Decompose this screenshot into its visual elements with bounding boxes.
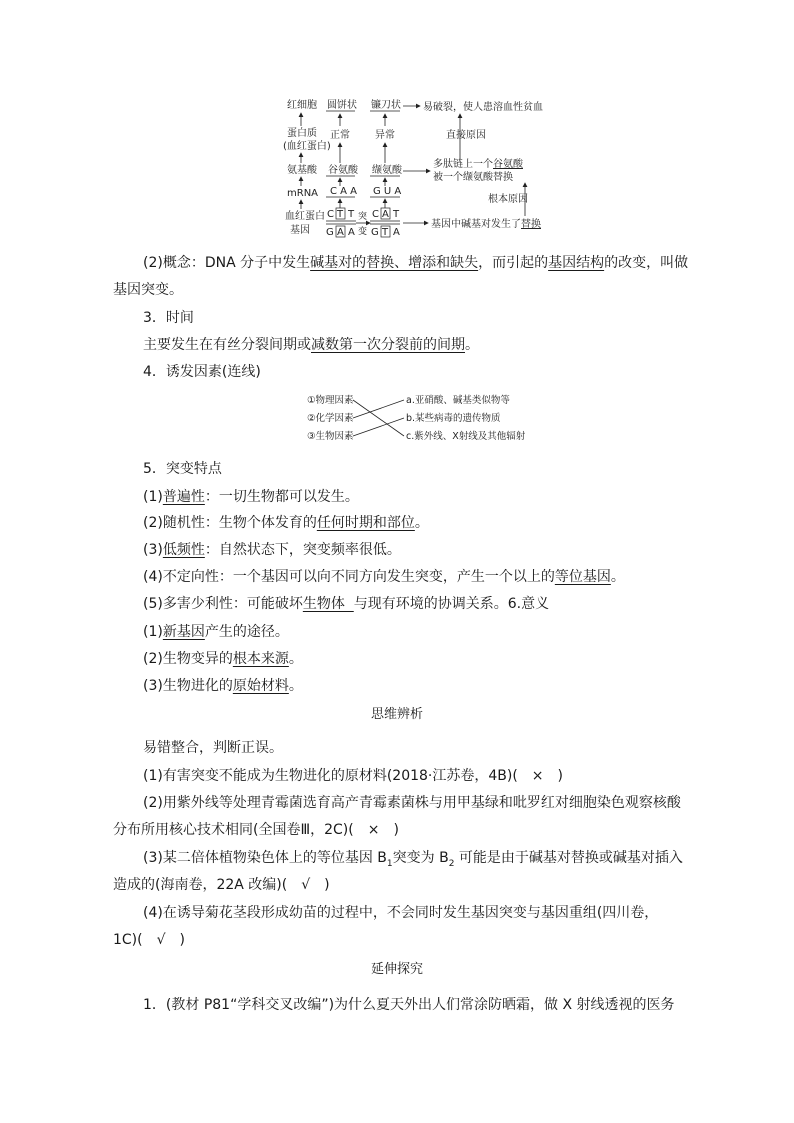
- right-base-sub-u: 替换: [521, 219, 541, 230]
- mutation-label-0: 突: [358, 212, 368, 222]
- normal-dna-bot-0: G: [326, 227, 334, 238]
- factor-left-1: ②化学因素: [307, 413, 354, 424]
- thinking-q4a: (4)在诱导菊花茎段形成幼苗的过程中，不会同时发生基因突变与基因重组(四川卷，: [143, 905, 659, 921]
- q3-pre: (3)某二倍体植物染色体上的等位基因 B: [143, 850, 387, 866]
- meaning-3-u: 原始材料: [232, 678, 289, 694]
- meaning-2-u: 根本来源: [232, 651, 289, 667]
- mutant-dna-bot-0: G: [371, 227, 379, 238]
- normal-shape: 圆饼状: [327, 100, 357, 111]
- normal-mrna: C A A: [330, 186, 358, 197]
- thinking-q3a: [143, 848, 683, 874]
- thinking-q2a: (2)用紫外线等处理青霉菌选育高产青霉素菌株与用甲基绿和吡罗红对细胞染色观察核酸: [143, 795, 681, 811]
- label-protein: 蛋白质: [287, 128, 317, 139]
- right-polypeptide-b-text: 谷氨酸: [493, 159, 523, 170]
- q3-sub1: 1: [386, 858, 393, 869]
- extension-title: 延伸探究: [370, 962, 423, 977]
- feature-4-a: (4)不定向性：一个基因可以向不同方向发生突变，产生一个以上的: [143, 569, 555, 585]
- factor-left-0: ①物理因素: [307, 395, 354, 406]
- feature-3-a: (3): [143, 542, 163, 558]
- right-polypeptide-a: [433, 157, 524, 170]
- feature-2: [143, 513, 429, 533]
- concept-mid: ，而引起的: [478, 255, 549, 271]
- meaning-1-a: (1): [143, 624, 163, 640]
- feature-2-a: (2)随机性：生物个体发育的: [143, 515, 317, 531]
- thinking-q4b: 1C)( √ ): [113, 932, 185, 948]
- feature-1: [143, 487, 359, 507]
- thinking-intro: 易错整合，判断正误。: [143, 740, 283, 756]
- mutant-dna-bot-1: T: [382, 227, 389, 238]
- feature-4-u: 等位基因: [554, 569, 611, 585]
- mutant-aa: 缬氨酸: [372, 165, 402, 176]
- concept-line2: 基因突变。: [113, 282, 183, 298]
- right-polypeptide-c: 被一个缬氨酸替换: [433, 172, 513, 183]
- feature-1-a: (1): [143, 489, 163, 505]
- meaning-2: [143, 649, 303, 669]
- time-heading: 3．时间: [143, 310, 194, 326]
- meaning-1-b: 产生的途径。: [204, 624, 289, 640]
- normal-dna-top-1: T: [337, 209, 344, 220]
- normal-aa: 谷氨酸: [328, 165, 358, 176]
- label-hb-gene: 血红蛋白: [285, 211, 325, 222]
- mutant-dna-top-0: C: [372, 209, 379, 220]
- factor-left-2: ③生物因素: [307, 431, 354, 442]
- feature-5-b: 与现有环境的协调关系。6.意义: [353, 596, 550, 612]
- feature-1-b: ：一切生物都可以发生。: [204, 489, 359, 505]
- meaning-1: [143, 622, 289, 642]
- features-heading: 5．突变特点: [143, 461, 222, 477]
- feature-3-b: ：自然状态下，突变频率很低。: [204, 542, 401, 558]
- thinking-q2b: 分布所用核心技术相同(全国卷Ⅲ，2C)( × ): [113, 822, 399, 838]
- mutant-shape: 镰刀状: [371, 100, 401, 111]
- feature-5-u: 生物体: [302, 596, 354, 612]
- normal-dna-bot-2: A: [348, 227, 355, 238]
- concept-u2: 基因结构: [548, 255, 605, 271]
- factors-matching-diagram: [0, 390, 794, 450]
- mutant-mrna: G U A: [373, 186, 402, 197]
- feature-5-a: (5)多害少利性：可能破坏: [143, 596, 303, 612]
- label-protein-hb: (血红蛋白): [283, 141, 331, 152]
- concept-pre: (2)概念：DNA 分子中发生: [143, 255, 311, 271]
- meaning-1-u: 新基因: [162, 624, 205, 640]
- right-hemolysis: 易破裂，使人患溶血性贫血: [423, 102, 543, 113]
- mutant-protein: 异常: [375, 130, 395, 141]
- feature-3: [143, 540, 401, 560]
- normal-dna-bot-1: A: [337, 227, 344, 238]
- right-base-sub: [431, 217, 541, 230]
- thinking-q1: (1)有害突变不能成为生物进化的原材料(2018·江苏卷，4B)( × ): [143, 768, 563, 784]
- meaning-2-b: 。: [288, 651, 303, 667]
- feature-3-u: 低频性: [162, 542, 205, 558]
- feature-5: [143, 594, 549, 614]
- label-rbc: 红细胞: [287, 100, 317, 111]
- extension-q1: 1．(教材 P81“学科交叉改编”)为什么夏天外出人们常涂防晒霜，做 X 射线透视的医务: [143, 997, 675, 1013]
- label-aa: 氨基酸: [287, 165, 317, 176]
- right-polypeptide-a-text: 多肽链上一个: [433, 159, 493, 170]
- factor-right-2: c.紫外线、X射线及其他辐射: [406, 431, 526, 442]
- label-mrna: mRNA: [287, 188, 319, 199]
- factors-heading: 4．诱发因素(连线): [143, 364, 261, 380]
- feature-1-u: 普遍性: [162, 489, 205, 505]
- right-root-cause: 根本原因: [488, 194, 528, 205]
- normal-dna-top-0: C: [327, 209, 334, 220]
- feature-4: [143, 567, 625, 587]
- q3-mid: 突变为 B: [392, 850, 449, 866]
- meaning-3-b: 。: [288, 678, 303, 694]
- time-text: [143, 335, 479, 355]
- sickle-cell-diagram: [0, 0, 794, 245]
- factor-right-0: a.亚硝酸、碱基类似物等: [406, 395, 510, 406]
- feature-2-b: 。: [414, 515, 429, 531]
- time-u: 减数第一次分裂前的间期: [311, 337, 465, 353]
- thinking-title: 思维辨析: [370, 707, 423, 722]
- thinking-q3b: 造成的(海南卷，22A 改编)( √ ): [113, 877, 330, 893]
- time-post: 。: [465, 337, 479, 353]
- right-direct-cause: 直接原因: [446, 130, 486, 141]
- concept-line1: [143, 253, 688, 273]
- mutation-label-1: 变: [358, 227, 368, 237]
- feature-4-b: 。: [610, 569, 625, 585]
- label-gene: 基因: [290, 225, 310, 236]
- q3-sub2: 2: [448, 858, 455, 869]
- mutant-dna-top-2: T: [393, 209, 400, 220]
- factor-right-1: b.某些病毒的遗传物质: [406, 413, 501, 424]
- mutant-dna-top-1: A: [382, 209, 389, 220]
- meaning-2-a: (2)生物变异的: [143, 651, 233, 667]
- time-pre: 主要发生在有丝分裂间期或: [143, 337, 311, 353]
- concept-u1: 碱基对的替换、增添和缺失: [310, 255, 479, 271]
- concept-post: 的改变，叫做: [604, 255, 689, 271]
- feature-2-u: 任何时期和部位: [316, 515, 415, 531]
- meaning-3-a: (3)生物进化的: [143, 678, 233, 694]
- normal-protein: 正常: [330, 130, 350, 141]
- mutant-dna-bot-2: A: [393, 227, 400, 238]
- q3-post: 可能是由于碱基对替换或碱基对插入: [454, 850, 683, 866]
- normal-dna-top-2: T: [348, 209, 355, 220]
- meaning-3: [143, 676, 303, 696]
- right-base-sub-text: 基因中碱基对发生了: [431, 219, 521, 230]
